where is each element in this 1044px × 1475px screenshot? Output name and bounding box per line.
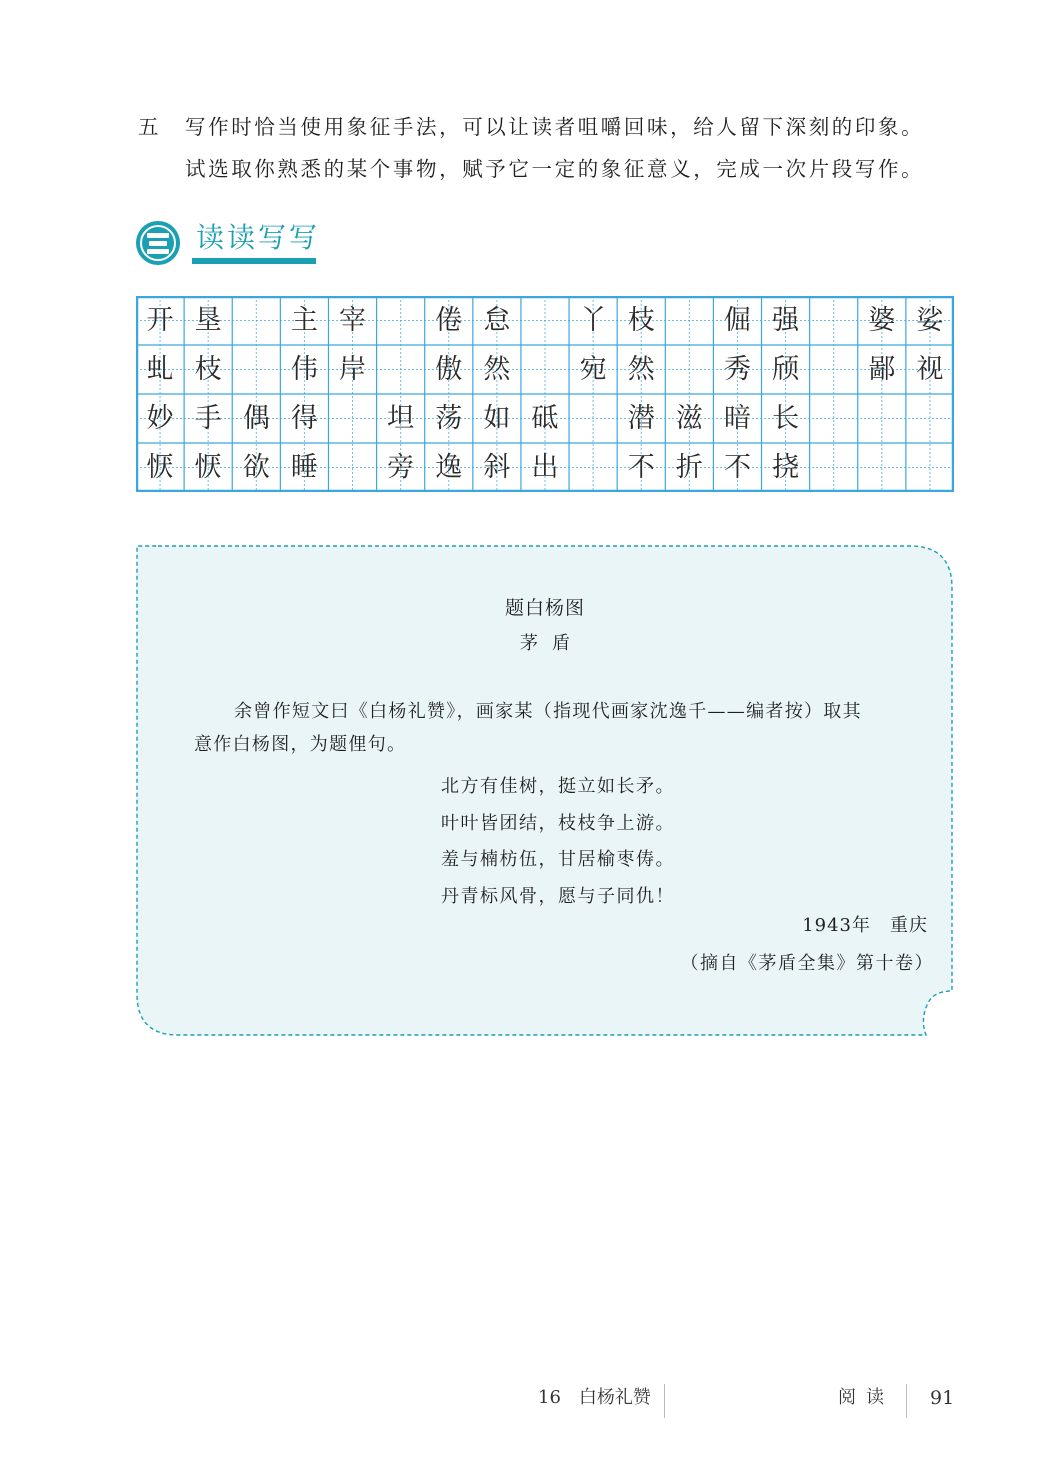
grid-character: 旁	[387, 452, 415, 483]
grid-character: 妙	[146, 403, 174, 434]
page-number: 91	[930, 1387, 955, 1409]
grid-character: 宰	[339, 305, 367, 336]
grid-character: 荡	[435, 403, 463, 434]
poem-preface	[194, 695, 934, 761]
grid-character: 暗	[723, 403, 751, 434]
grid-character: 宛	[579, 354, 607, 385]
grid-character: 伟	[290, 354, 318, 385]
grid-character: 强	[772, 305, 800, 336]
grid-character: 坦	[387, 403, 415, 434]
grid-character: 不	[627, 452, 655, 483]
grid-character: 傲	[435, 354, 463, 385]
verse-line: 羞与楠枋伍，甘居榆枣俦。	[441, 849, 675, 870]
section-underline	[192, 258, 316, 264]
grid-character: 婆	[868, 305, 896, 336]
verse-line: 叶叶皆团结，枝枝争上游。	[441, 812, 675, 834]
verse-line: 丹青标风骨，愿与子同仇！	[441, 885, 675, 907]
grid-character: 手	[194, 403, 222, 434]
grid-character: 丫	[579, 305, 607, 336]
poem-date-place: 1943年 重庆	[802, 915, 928, 936]
grid-character: 恹	[194, 452, 222, 483]
grid-character: 长	[772, 403, 800, 434]
grid-character: 怠	[483, 305, 511, 336]
grid-character: 虬	[146, 354, 174, 385]
grid-character: 倦	[435, 305, 463, 336]
grid-character: 砥	[531, 403, 559, 434]
grid-character: 枝	[194, 354, 222, 385]
footer-section: 阅读	[838, 1387, 894, 1408]
grid-character: 潜	[627, 403, 655, 434]
grid-character: 主	[290, 305, 318, 336]
footer-lesson: 16 白杨礼赞	[538, 1387, 651, 1408]
grid-character: 娑	[916, 305, 944, 336]
poem-source: （摘自《茅盾全集》第十卷）	[680, 953, 934, 974]
grid-character: 然	[483, 354, 511, 385]
grid-character: 视	[916, 354, 944, 385]
grid-character: 睡	[290, 452, 318, 483]
poem-box	[136, 545, 954, 1037]
grid-character: 欲	[242, 452, 270, 483]
grid-character: 岸	[339, 354, 367, 385]
exercise-text-line-1: 写作时恰当使用象征手法，可以让读者咀嚼回味，给人留下深刻的印象。	[185, 115, 925, 139]
footer-divider	[664, 1384, 665, 1418]
grid-character: 开	[146, 305, 174, 336]
exercise-number: 五	[138, 115, 162, 139]
grid-character: 颀	[772, 354, 800, 385]
poem-verses	[441, 769, 675, 915]
grid-character: 秀	[723, 354, 751, 385]
preface-line-1: 余曾作短文曰《白杨礼赞》，画家某（指现代画家沈逸千——编者按）取其	[234, 701, 862, 722]
grid-character: 逸	[435, 452, 463, 483]
grid-character: 出	[531, 452, 559, 483]
section-title: 读读写写	[196, 221, 321, 254]
footer-divider	[906, 1384, 907, 1418]
grid-character: 不	[723, 452, 751, 483]
grid-character: 垦	[194, 305, 222, 336]
grid-character: 挠	[772, 452, 800, 483]
grid-character: 恹	[146, 452, 174, 483]
grid-character: 斜	[483, 452, 511, 483]
grid-character: 然	[627, 354, 655, 385]
exercise-line-1	[138, 112, 978, 154]
grid-character: 鄙	[868, 354, 896, 385]
exercise-text-line-2: 试选取你熟悉的某个事物，赋予它一定的象征意义，完成一次片段写作。	[185, 157, 925, 181]
exercise-line-2	[138, 154, 978, 196]
grid-character: 滋	[675, 403, 703, 434]
poem-title: 题白杨图	[504, 597, 585, 619]
grid-character: 得	[290, 403, 318, 434]
verse-line: 北方有佳树，挺立如长矛。	[441, 776, 675, 797]
section-heading	[136, 218, 336, 268]
poem-author: 茅盾	[520, 633, 584, 654]
exercise-five	[138, 112, 978, 196]
preface-line-2: 意作白杨图，为题俚句。	[194, 734, 407, 755]
copybook-grid	[136, 296, 954, 492]
grid-character: 偶	[242, 403, 270, 434]
grid-character: 折	[675, 452, 703, 483]
grid-character: 如	[483, 403, 511, 434]
grid-character: 倔	[723, 305, 751, 336]
three-circle-icon	[136, 221, 180, 265]
grid-character: 枝	[627, 305, 655, 336]
